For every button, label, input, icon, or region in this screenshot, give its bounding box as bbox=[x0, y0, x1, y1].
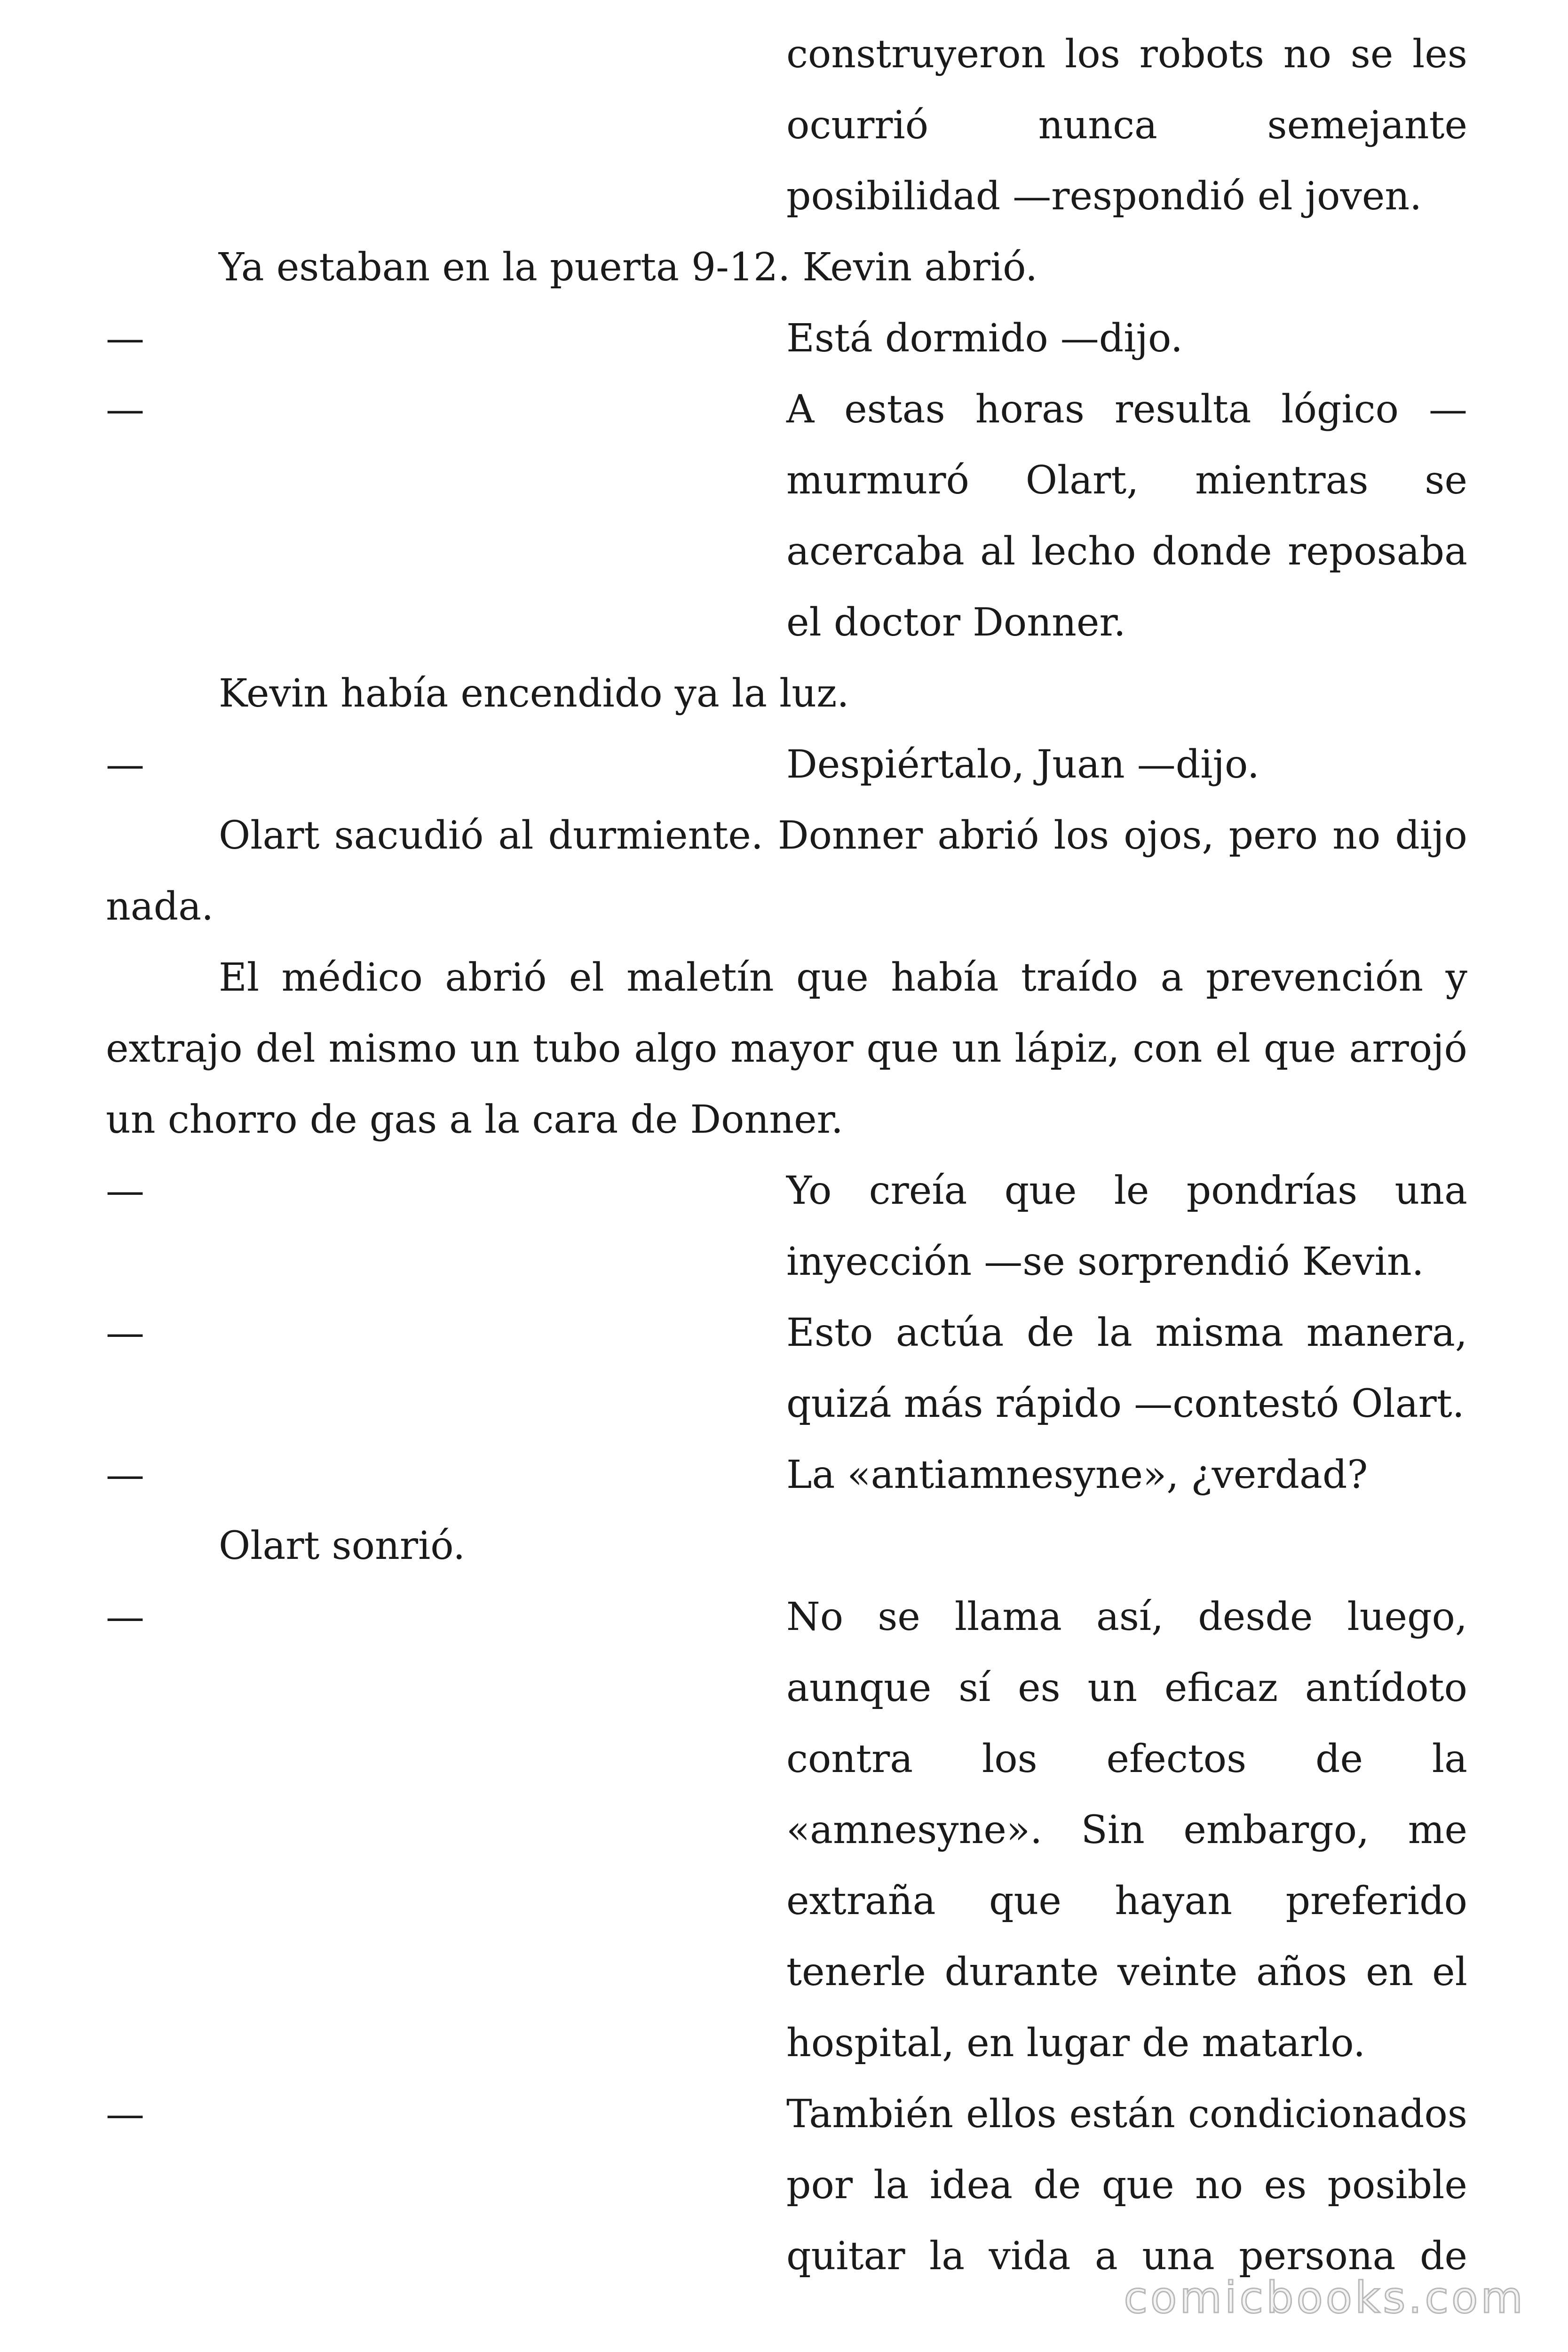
word: nunca bbox=[1038, 103, 1157, 148]
word: traído bbox=[1021, 955, 1139, 1000]
word: arrojó bbox=[1349, 1026, 1467, 1071]
word: Olart, bbox=[1025, 458, 1139, 503]
paragraph-line bbox=[106, 942, 1467, 1013]
dialogue-text bbox=[786, 1724, 1467, 1795]
word: No bbox=[786, 1595, 844, 1639]
word: pondrías bbox=[1186, 1168, 1358, 1213]
word: reposaba bbox=[1288, 529, 1467, 574]
word: los bbox=[982, 1737, 1037, 1781]
word: una bbox=[1394, 1168, 1467, 1213]
dialogue-text bbox=[786, 1581, 1467, 1653]
word: no bbox=[1195, 2163, 1243, 2208]
dialogue-text bbox=[786, 1866, 1467, 1937]
dialogue-line bbox=[106, 1866, 1467, 1937]
dialogue-text: el doctor Donner. bbox=[786, 600, 1126, 645]
word: mientras bbox=[1195, 458, 1369, 503]
word: a bbox=[1160, 955, 1184, 1000]
word: preferido bbox=[1285, 1879, 1467, 1923]
word: están bbox=[1069, 2092, 1175, 2137]
word: efectos bbox=[1106, 1737, 1247, 1781]
word: llama bbox=[954, 1595, 1062, 1639]
word: al bbox=[980, 529, 1016, 574]
word: no bbox=[1332, 813, 1381, 858]
dialogue-text bbox=[786, 1795, 1467, 1866]
dialogue-text: inyección —se sorprendió Kevin. bbox=[786, 1240, 1424, 1284]
paragraph-line: Ya estaban en la puerta 9-12. Kevin abrió. bbox=[219, 245, 1038, 290]
dialogue-dash: — bbox=[106, 2092, 144, 2137]
word: donde bbox=[1151, 529, 1272, 574]
dialogue-text bbox=[786, 1653, 1467, 1724]
word: el bbox=[569, 955, 604, 1000]
word: resulta bbox=[1114, 387, 1251, 432]
word: un bbox=[1087, 1666, 1138, 1710]
word: Olart bbox=[219, 813, 320, 858]
dialogue-text bbox=[786, 445, 1467, 516]
word: se bbox=[1425, 458, 1467, 503]
dialogue-line bbox=[106, 1581, 1467, 1653]
word: en bbox=[1366, 1950, 1414, 1994]
word: tubo bbox=[532, 1026, 621, 1071]
word: mismo bbox=[328, 1026, 457, 1071]
word: «amnesyne». bbox=[786, 1808, 1043, 1852]
dialogue-text bbox=[786, 90, 1467, 161]
word: antídoto bbox=[1305, 1666, 1467, 1710]
word: pero bbox=[1228, 813, 1318, 858]
dialogue-text: quizá más rápido —contestó Olart. bbox=[786, 1382, 1465, 1426]
word: que bbox=[866, 1026, 939, 1071]
word: abrió bbox=[937, 813, 1039, 858]
paragraph-line: un chorro de gas a la cara de Donner. bbox=[106, 1097, 843, 1142]
word: una bbox=[1142, 2234, 1215, 2279]
word: un bbox=[470, 1026, 520, 1071]
word: El bbox=[219, 955, 260, 1000]
word: la bbox=[929, 2234, 965, 2279]
word: A bbox=[786, 387, 815, 432]
dialogue-dash: — bbox=[106, 742, 144, 787]
dialogue-line bbox=[106, 1937, 1467, 2008]
word: y bbox=[1445, 955, 1467, 1000]
word: el bbox=[1215, 1026, 1251, 1071]
paragraph-line bbox=[106, 1013, 1467, 1084]
word: veinte bbox=[1117, 1950, 1238, 1994]
dialogue-line bbox=[106, 90, 1467, 161]
dialogue-line bbox=[106, 374, 1467, 445]
dialogue-line bbox=[106, 1653, 1467, 1724]
word: que bbox=[989, 1879, 1061, 1923]
word: la bbox=[1097, 1311, 1132, 1355]
word: sí bbox=[958, 1666, 991, 1710]
dialogue-line bbox=[106, 1439, 1467, 1510]
word: un bbox=[952, 1026, 1002, 1071]
word: de bbox=[1033, 2163, 1081, 2208]
word: con bbox=[1132, 1026, 1203, 1071]
word: creía bbox=[869, 1168, 967, 1213]
word: así, bbox=[1096, 1595, 1164, 1639]
word: robots bbox=[1139, 32, 1265, 77]
dialogue-line bbox=[106, 19, 1467, 90]
word: el bbox=[1432, 1950, 1467, 1994]
word: vida bbox=[989, 2234, 1071, 2279]
word: extraña bbox=[786, 1879, 936, 1923]
word: quitar bbox=[786, 2234, 905, 2279]
paragraph-line: nada. bbox=[106, 884, 214, 929]
word: extrajo bbox=[106, 1026, 243, 1071]
word: maletín bbox=[626, 955, 774, 1000]
dialogue-text bbox=[786, 1937, 1467, 2008]
word: la bbox=[873, 2163, 909, 2208]
dialogue-text bbox=[786, 2079, 1467, 2150]
dialogue-text bbox=[786, 374, 1467, 445]
dialogue-line bbox=[106, 2150, 1467, 2221]
word: había bbox=[891, 955, 999, 1000]
word: luego, bbox=[1347, 1595, 1467, 1639]
word: de bbox=[1419, 2234, 1467, 2279]
dialogue-text: hospital, en lugar de matarlo. bbox=[786, 2021, 1366, 2066]
word: acercaba bbox=[786, 529, 965, 574]
word: mayor bbox=[730, 1026, 854, 1071]
word: médico bbox=[281, 955, 423, 1000]
dialogue-text: posibilidad —respondió el joven. bbox=[786, 174, 1422, 219]
word: condicionados bbox=[1188, 2092, 1467, 2137]
word: durmiente. bbox=[548, 813, 763, 858]
word: semejante bbox=[1267, 103, 1467, 148]
word: embargo, bbox=[1183, 1808, 1370, 1852]
word: le bbox=[1114, 1168, 1149, 1213]
dialogue-text: La «antiamnesyne», ¿verdad? bbox=[786, 1453, 1368, 1497]
word: abrió bbox=[445, 955, 547, 1000]
dialogue-line bbox=[106, 303, 1467, 374]
word: años bbox=[1256, 1950, 1347, 1994]
word: al bbox=[498, 813, 534, 858]
dialogue-line bbox=[106, 1155, 1467, 1226]
word: de bbox=[1315, 1737, 1363, 1781]
word: no bbox=[1283, 32, 1331, 77]
dialogue-line bbox=[106, 2008, 1467, 2079]
word: que bbox=[796, 955, 869, 1000]
word: estas bbox=[844, 387, 945, 432]
word: que bbox=[1004, 1168, 1077, 1213]
word: Donner bbox=[777, 813, 923, 858]
word: de bbox=[1027, 1311, 1075, 1355]
dialogue-line bbox=[106, 161, 1467, 232]
word: la bbox=[1432, 1737, 1467, 1781]
word: persona bbox=[1239, 2234, 1396, 2279]
dialogue-line bbox=[106, 516, 1467, 587]
dialogue-text bbox=[786, 516, 1467, 587]
word: me bbox=[1408, 1808, 1467, 1852]
dialogue-text: Despiértalo, Juan —dijo. bbox=[786, 742, 1259, 787]
word: aunque bbox=[786, 1666, 932, 1710]
word: lápiz, bbox=[1014, 1026, 1120, 1071]
dialogue-text bbox=[786, 2150, 1467, 2221]
dialogue-text bbox=[786, 1297, 1467, 1368]
dialogue-line bbox=[106, 729, 1467, 800]
word: es bbox=[1264, 2163, 1307, 2208]
dialogue-dash: — bbox=[106, 1453, 144, 1497]
word: También bbox=[786, 2092, 954, 2137]
word: misma bbox=[1155, 1311, 1284, 1355]
dialogue-line bbox=[106, 1795, 1467, 1866]
page-body-text bbox=[106, 19, 1467, 2292]
word: lógico bbox=[1281, 387, 1399, 432]
dialogue-dash: — bbox=[106, 316, 144, 361]
word: algo bbox=[634, 1026, 718, 1071]
dialogue-text: Está dormido —dijo. bbox=[786, 316, 1183, 361]
word: prevención bbox=[1205, 955, 1424, 1000]
word: los bbox=[1065, 32, 1120, 77]
word: les bbox=[1412, 32, 1467, 77]
word: construyeron bbox=[786, 32, 1046, 77]
word: murmuró bbox=[786, 458, 969, 503]
dialogue-line bbox=[106, 1368, 1467, 1439]
dialogue-line bbox=[106, 1724, 1467, 1795]
word: contra bbox=[786, 1737, 913, 1781]
dialogue-line bbox=[106, 1226, 1467, 1297]
word: horas bbox=[975, 387, 1085, 432]
watermark-logo: comicbooks.com bbox=[1124, 2273, 1526, 2323]
dialogue-text bbox=[786, 19, 1467, 90]
word: del bbox=[255, 1026, 316, 1071]
word: hayan bbox=[1115, 1879, 1233, 1923]
word: dijo bbox=[1395, 813, 1467, 858]
dialogue-dash: — bbox=[106, 1595, 144, 1639]
word: manera, bbox=[1306, 1311, 1467, 1355]
word: actúa bbox=[895, 1311, 1004, 1355]
word: — bbox=[1428, 387, 1467, 432]
word: a bbox=[1094, 2234, 1118, 2279]
word: ojos, bbox=[1124, 813, 1214, 858]
dialogue-text bbox=[786, 1155, 1467, 1226]
dialogue-dash: — bbox=[106, 1168, 144, 1213]
word: Esto bbox=[786, 1311, 873, 1355]
word: lecho bbox=[1031, 529, 1136, 574]
word: sacudió bbox=[334, 813, 484, 858]
paragraph-line: Olart sonrió. bbox=[219, 1524, 466, 1568]
word: se bbox=[1350, 32, 1394, 77]
dialogue-line bbox=[106, 2079, 1467, 2150]
dialogue-line bbox=[106, 1297, 1467, 1368]
word: Sin bbox=[1081, 1808, 1145, 1852]
word: por bbox=[786, 2163, 853, 2208]
word: que bbox=[1263, 1026, 1336, 1071]
word: que bbox=[1101, 2163, 1174, 2208]
dialogue-line bbox=[106, 587, 1467, 658]
word: posible bbox=[1327, 2163, 1467, 2208]
dialogue-dash: — bbox=[106, 387, 144, 432]
word: durante bbox=[944, 1950, 1099, 1994]
word: ocurrió bbox=[786, 103, 929, 148]
word: eficaz bbox=[1164, 1666, 1278, 1710]
dialogue-dash: — bbox=[106, 1311, 144, 1355]
word: desde bbox=[1198, 1595, 1313, 1639]
word: es bbox=[1018, 1666, 1061, 1710]
word: idea bbox=[929, 2163, 1013, 2208]
word: se bbox=[878, 1595, 920, 1639]
paragraph-line bbox=[106, 800, 1467, 871]
word: Yo bbox=[786, 1168, 832, 1213]
paragraph-line: Kevin había encendido ya la luz. bbox=[219, 671, 849, 716]
dialogue-line bbox=[106, 445, 1467, 516]
word: tenerle bbox=[786, 1950, 926, 1994]
word: ellos bbox=[966, 2092, 1057, 2137]
word: los bbox=[1053, 813, 1109, 858]
